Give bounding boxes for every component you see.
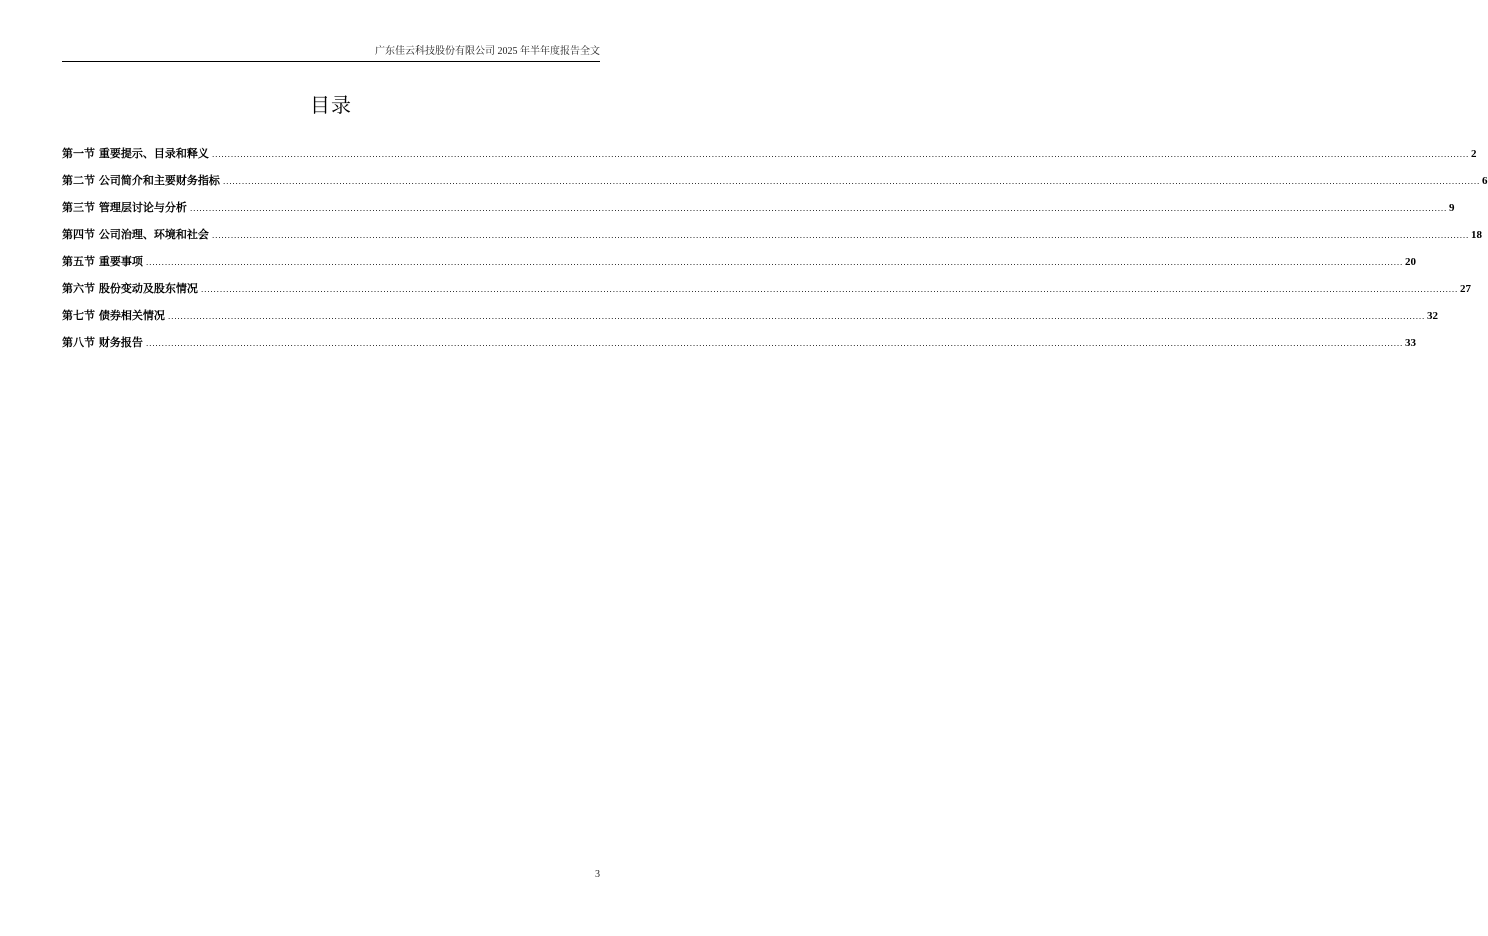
toc-entry-5[interactable] (62, 254, 1417, 281)
toc-entry-8[interactable] (62, 335, 1417, 362)
toc-entry-label: 第七节 债券相关情况 (62, 309, 165, 322)
running-header: 广东佳云科技股份有限公司 2025 年半年度报告全文 (375, 46, 600, 57)
toc-leader-dots: ................................................................................................................................................................................................................................................................................................................................................................................................................ (145, 339, 1404, 348)
toc-entry-3[interactable] (62, 200, 1455, 227)
toc-entry-label: 第一节 重要提示、目录和释义 (62, 147, 209, 160)
toc-leader-dots: ................................................................................................................................................................................................................................................................................................................................................................................................................ (167, 312, 1426, 321)
toc-entry-2[interactable] (62, 173, 1488, 200)
toc-leader-dots: ................................................................................................................................................................................................................................................................................................................................................................................................................ (211, 150, 1470, 159)
toc-entry-label: 第二节 公司简介和主要财务指标 (62, 174, 220, 187)
toc-entry-label: 第八节 财务报告 (62, 336, 143, 349)
toc-entry-label: 第五节 重要事项 (62, 255, 143, 268)
toc-entry-page: 27 (1460, 283, 1472, 295)
page-title: 目录 (310, 93, 352, 117)
toc-entry-page: 18 (1471, 229, 1483, 241)
toc-entry-7[interactable] (62, 308, 1439, 335)
toc-entry-page: 6 (1482, 175, 1488, 187)
toc-entry-page: 20 (1405, 256, 1417, 268)
toc-leader-dots: ................................................................................................................................................................................................................................................................................................................................................................................................................ (211, 231, 1470, 240)
page-number: 3 (595, 869, 600, 880)
toc-leader-dots: ................................................................................................................................................................................................................................................................................................................................................................................................................ (200, 285, 1459, 294)
toc-entry-label: 第三节 管理层讨论与分析 (62, 201, 187, 214)
toc-entry-page: 9 (1449, 202, 1455, 214)
toc-leader-dots: ................................................................................................................................................................................................................................................................................................................................................................................................................ (222, 177, 1481, 186)
toc-entry-4[interactable] (62, 227, 1483, 254)
toc-entry-page: 2 (1471, 148, 1477, 160)
toc-entry-6[interactable] (62, 281, 1472, 308)
toc-entry-1[interactable] (62, 146, 1477, 173)
toc-entry-page: 32 (1427, 310, 1439, 322)
toc-entry-page: 33 (1405, 337, 1417, 349)
toc-leader-dots: ................................................................................................................................................................................................................................................................................................................................................................................................................ (189, 204, 1448, 213)
toc-leader-dots: ................................................................................................................................................................................................................................................................................................................................................................................................................ (145, 258, 1404, 267)
header-rule (62, 61, 600, 62)
toc-entry-label: 第六节 股份变动及股东情况 (62, 282, 198, 295)
toc-entry-label: 第四节 公司治理、环境和社会 (62, 228, 209, 241)
table-of-contents (62, 146, 1488, 362)
